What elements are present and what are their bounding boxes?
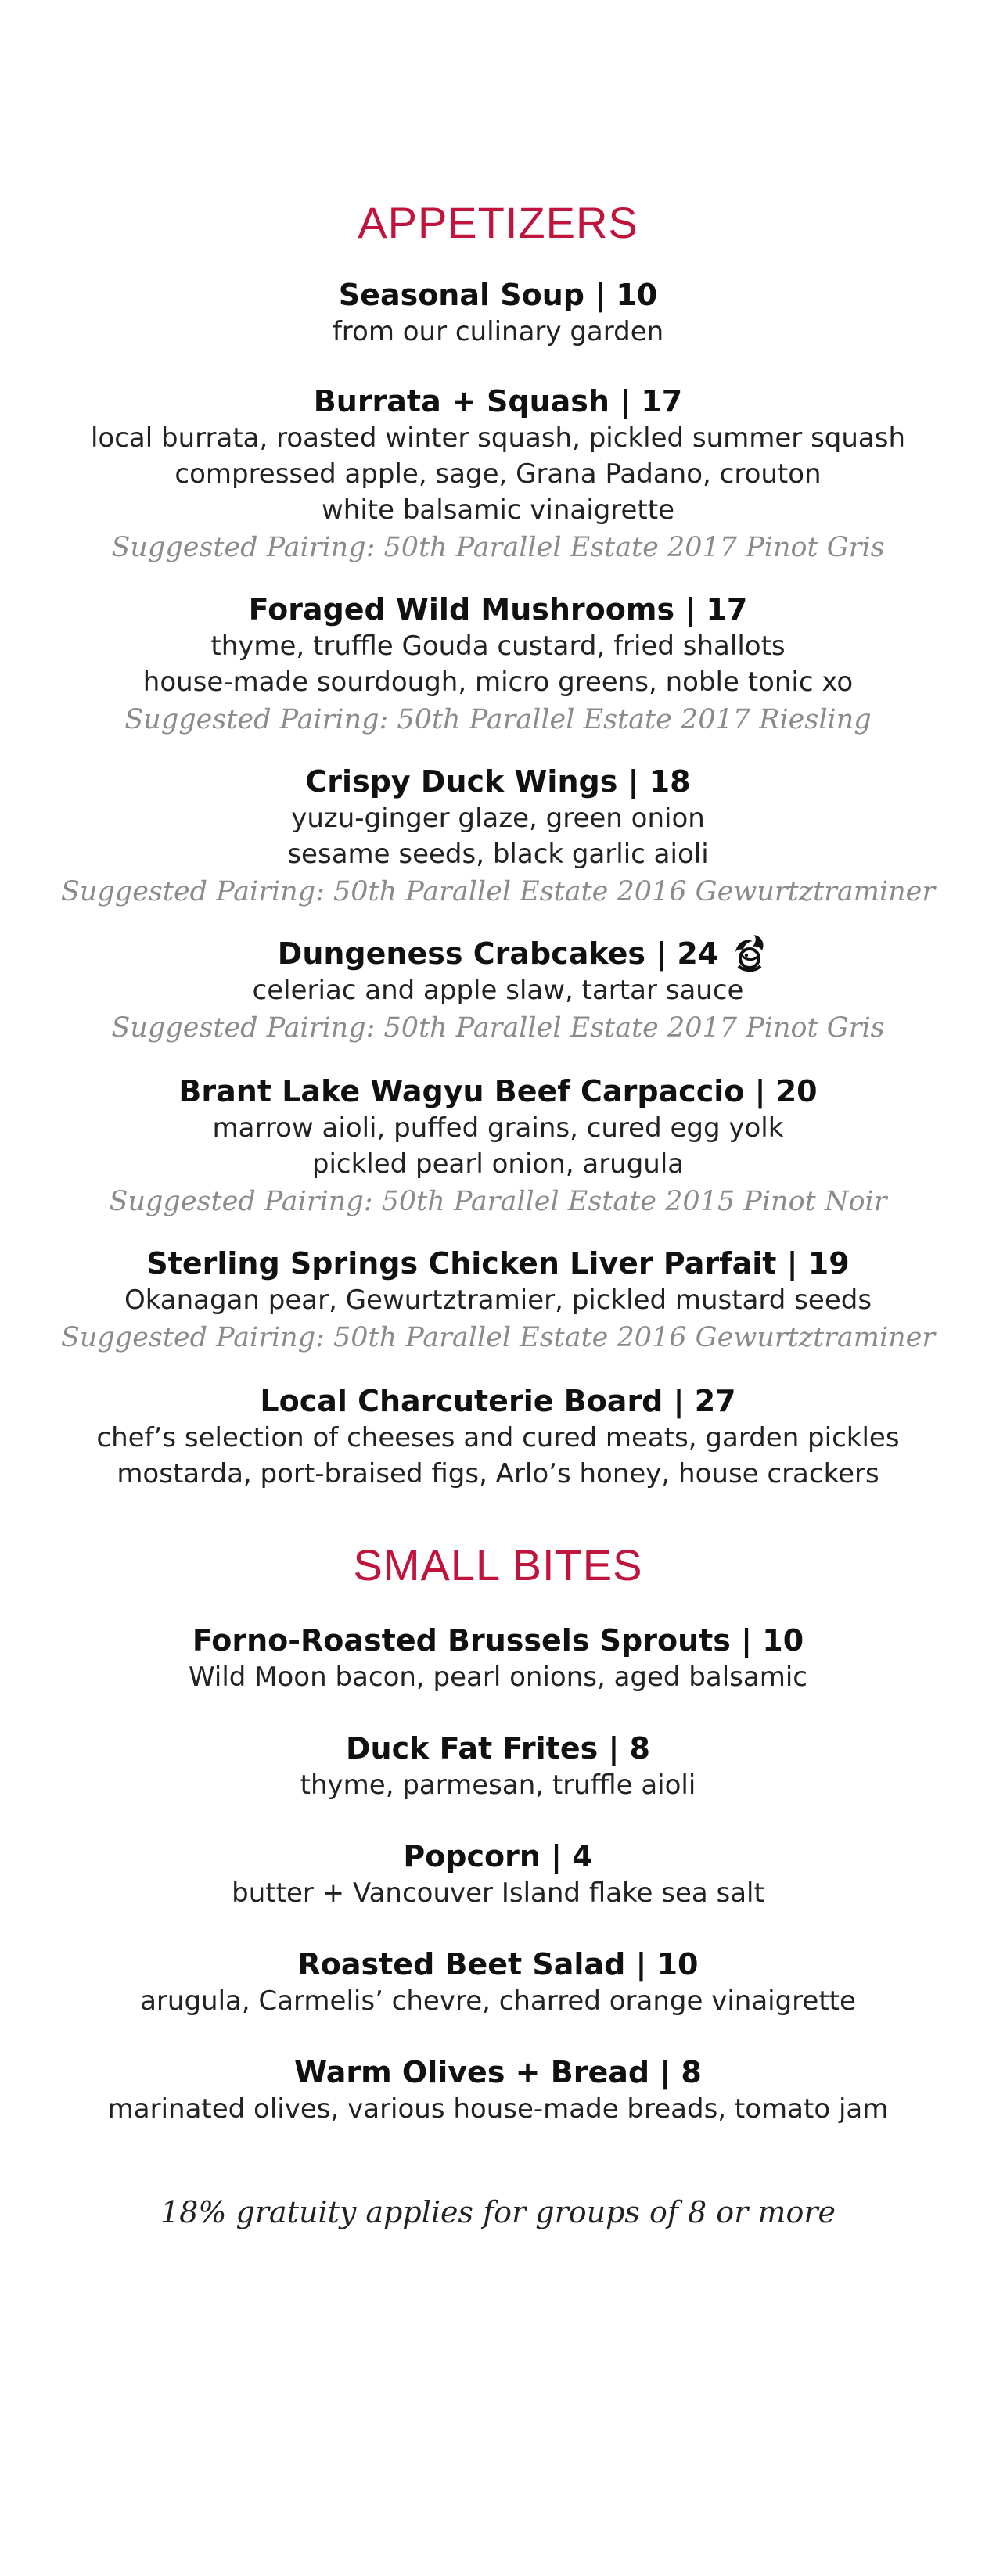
gratuity-note: 18% gratuity applies for groups of 8 or more xyxy=(160,2195,836,2229)
menu-item-crispy-duck-wings xyxy=(0,763,996,911)
dish-name: Warm Olives + Bread | 8 xyxy=(294,2055,702,2089)
wine-pairing: Suggested Pairing: 50th Parallel Estate 2017 Riesling xyxy=(124,704,872,735)
dish-description: compressed apple, sage, Grana Padano, crouton xyxy=(174,458,822,490)
dish-description: marinated olives, various house-made breads, tomato jam xyxy=(107,2093,889,2125)
menu-item-warm-olives-bread xyxy=(0,2053,996,2127)
dish-name xyxy=(278,935,718,972)
ocean-wise-icon xyxy=(731,932,767,972)
small-bites-heading: SMALL BITES xyxy=(353,1540,643,1590)
dish-description: house-made sourdough, micro greens, noble tonic xo xyxy=(142,666,854,698)
menu-item-burrata-squash xyxy=(0,383,996,567)
dish-name: Duck Fat Frites | 8 xyxy=(345,1731,651,1766)
wine-pairing: Suggested Pairing: 50th Parallel Estate 2016 Gewurtztraminer xyxy=(60,876,936,907)
dish-description: pickled pearl onion, arugula xyxy=(311,1148,685,1180)
menu-item-seasonal-soup xyxy=(0,276,996,350)
dish-name: Forno-Roasted Brussels Sprouts | 10 xyxy=(192,1623,804,1658)
dish-name: Popcorn | 4 xyxy=(403,1839,593,1874)
dish-description: mostarda, port-braised figs, Arlo’s honey, house crackers xyxy=(117,1458,879,1489)
wine-pairing: Suggested Pairing: 50th Parallel Estate 2016 Gewurtztraminer xyxy=(60,1322,936,1353)
menu-item-charcuterie-board xyxy=(0,1382,996,1492)
menu-item-wagyu-beef-carpaccio xyxy=(0,1072,996,1221)
wine-pairing: Suggested Pairing: 50th Parallel Estate 2015 Pinot Noir xyxy=(109,1186,887,1217)
dish-description: thyme, truffle Gouda custard, fried shallots xyxy=(210,631,786,662)
dish-name: Brant Lake Wagyu Beef Carpaccio | 20 xyxy=(178,1074,818,1108)
dish-name-text: Dungeness Crabcakes | 24 xyxy=(277,936,719,971)
menu-item-popcorn xyxy=(0,1838,996,1911)
dish-name: Roasted Beet Salad | 10 xyxy=(297,1947,699,1981)
appetizers-heading: APPETIZERS xyxy=(358,198,638,247)
dish-description: yuzu-ginger glaze, green onion xyxy=(291,803,705,834)
dish-name: Foraged Wild Mushrooms | 17 xyxy=(248,592,748,627)
dish-description: celeriac and apple slaw, tartar sauce xyxy=(252,975,744,1006)
dish-name: Crispy Duck Wings | 18 xyxy=(305,764,691,799)
dish-description: from our culinary garden xyxy=(332,316,664,347)
menu-item-chicken-liver-parfait xyxy=(0,1245,996,1357)
wine-pairing: Suggested Pairing: 50th Parallel Estate 2017 Pinot Gris xyxy=(111,532,885,563)
menu-item-duck-fat-frites xyxy=(0,1730,996,1803)
dish-name: Sterling Springs Chicken Liver Parfait | 19 xyxy=(146,1246,850,1281)
dish-description: butter + Vancouver Island flake sea salt xyxy=(232,1877,764,1909)
dish-name: Seasonal Soup | 10 xyxy=(338,278,658,312)
menu-item-dungeness-crabcakes xyxy=(0,935,996,1047)
dish-description: thyme, parmesan, truffle aioli xyxy=(300,1769,696,1801)
dish-description: sesame seeds, black garlic aioli xyxy=(287,839,709,870)
dish-description: Wild Moon bacon, pearl onions, aged balsamic xyxy=(189,1662,807,1693)
dish-description: white balsamic vinaigrette xyxy=(321,494,675,526)
dish-description: chef’s selection of cheeses and cured meats, garden pickles xyxy=(96,1422,900,1453)
menu-item-foraged-wild-mushrooms xyxy=(0,591,996,739)
dish-name: Burrata + Squash | 17 xyxy=(313,384,683,419)
menu-item-roasted-beet-salad xyxy=(0,1945,996,2019)
dish-description: local burrata, roasted winter squash, pickled summer squash xyxy=(90,422,906,454)
dish-description: arugula, Carmelis’ chevre, charred orange vinaigrette xyxy=(140,1985,856,2017)
dish-name: Local Charcuterie Board | 27 xyxy=(260,1384,736,1418)
wine-pairing: Suggested Pairing: 50th Parallel Estate 2017 Pinot Gris xyxy=(111,1012,885,1044)
dish-description: marrow aioli, puffed grains, cured egg yolk xyxy=(212,1112,784,1144)
menu-item-brussels-sprouts xyxy=(0,1622,996,1695)
dish-description: Okanagan pear, Gewurtztramier, pickled mustard seeds xyxy=(124,1284,872,1316)
